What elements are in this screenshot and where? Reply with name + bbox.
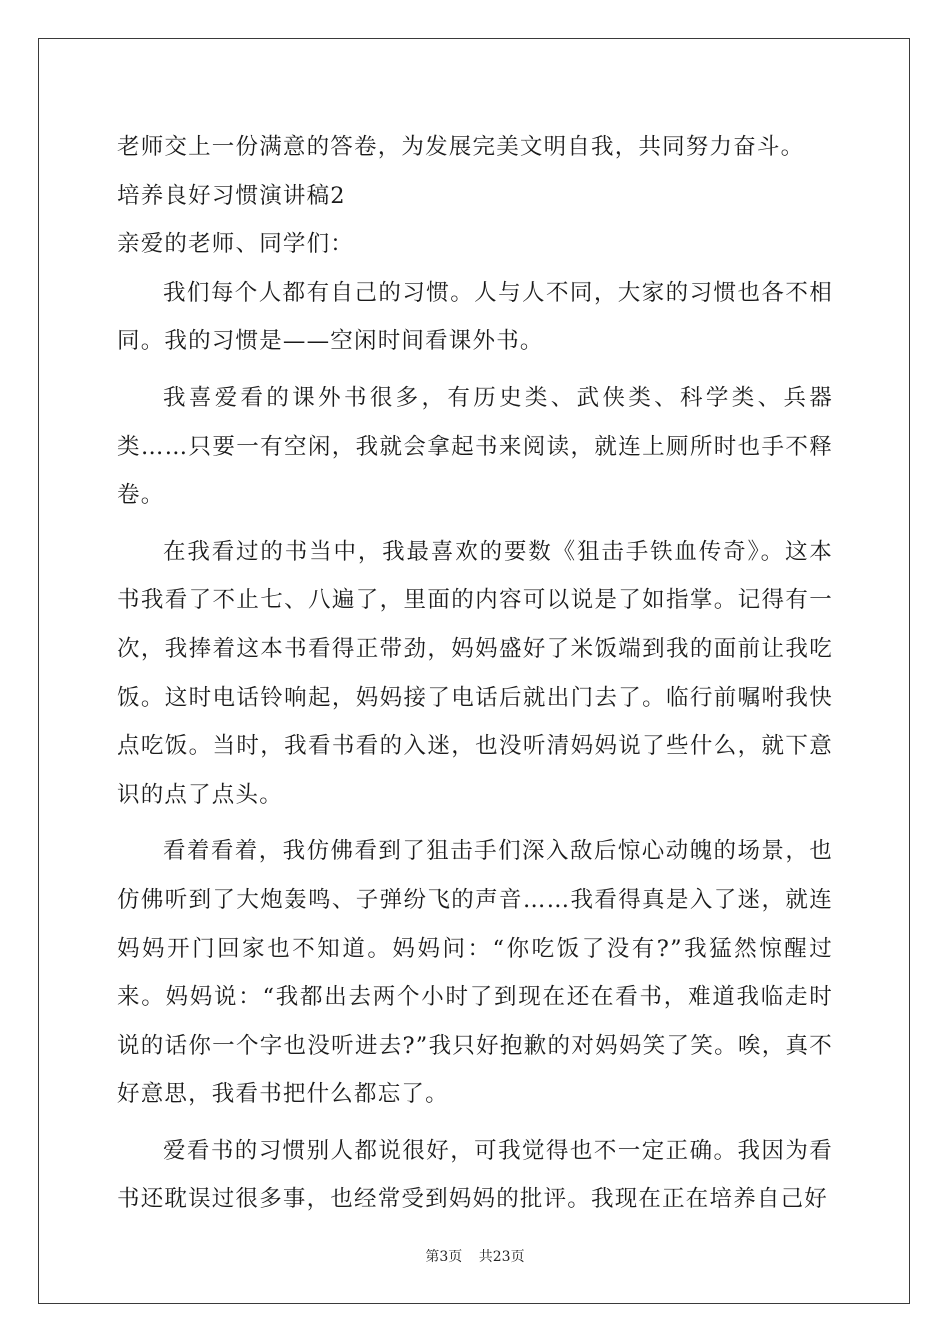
paragraph: 我喜爱看的课外书很多，有历史类、武侠类、科学类、兵器类……只要一有空闲，我就会拿起书来阅读，就连上厕所时也手不释卷。: [117, 384, 833, 509]
speech-title: 培养良好习惯演讲稿2: [117, 182, 346, 209]
page-number: 第3页: [425, 1249, 463, 1265]
paragraph: 看着看着，我仿佛看到了狙击手们深入敌后惊心动魄的场景，也仿佛听到了大炮轰鸣、子弹纷飞的声音……我看得真是入了迷，就连妈妈开门回家也不知道。妈妈问：“你吃饭了没有?”我猛然惊醒过来。妈妈说：“我都出去两个小时了到现在还在看书，难道我临走时说的话你一个字也没听进去?”我只好抱歉的对妈妈笑了笑。唉，真不好意思，我看书把什么都忘了。: [117, 838, 833, 1108]
document-body: [117, 123, 833, 1232]
paragraph: 爱看书的习惯别人都说很好，可我觉得也不一定正确。我因为看书还耽误过很多事，也经常受到妈妈的批评。我现在正在培养自己好: [117, 1137, 833, 1213]
salutation: 亲爱的老师、同学们：: [117, 231, 355, 258]
page-total: 共23页: [478, 1249, 525, 1265]
lead-line: 老师交上一份满意的答卷，为发展完美文明自我，共同努力奋斗。: [117, 134, 805, 160]
paragraph: 在我看过的书当中，我最喜欢的要数《狙击手铁血传奇》。这本书我看了不止七、八遍了，里面的内容可以说是了如指掌。记得有一次，我捧着这本书看得正带劲，妈妈盛好了米饭端到我的面前让我吃饭。这时电话铃响起，妈妈接了电话后就出门去了。临行前嘱咐我快点吃饭。当时，我看书看的入迷，也没听清妈妈说了些什么，就下意识的点了点头。: [117, 538, 833, 808]
paragraph: 我们每个人都有自己的习惯。人与人不同，大家的习惯也各不相同。我的习惯是——空闲时间看课外书。: [117, 279, 833, 355]
page-footer: [0, 1246, 950, 1266]
